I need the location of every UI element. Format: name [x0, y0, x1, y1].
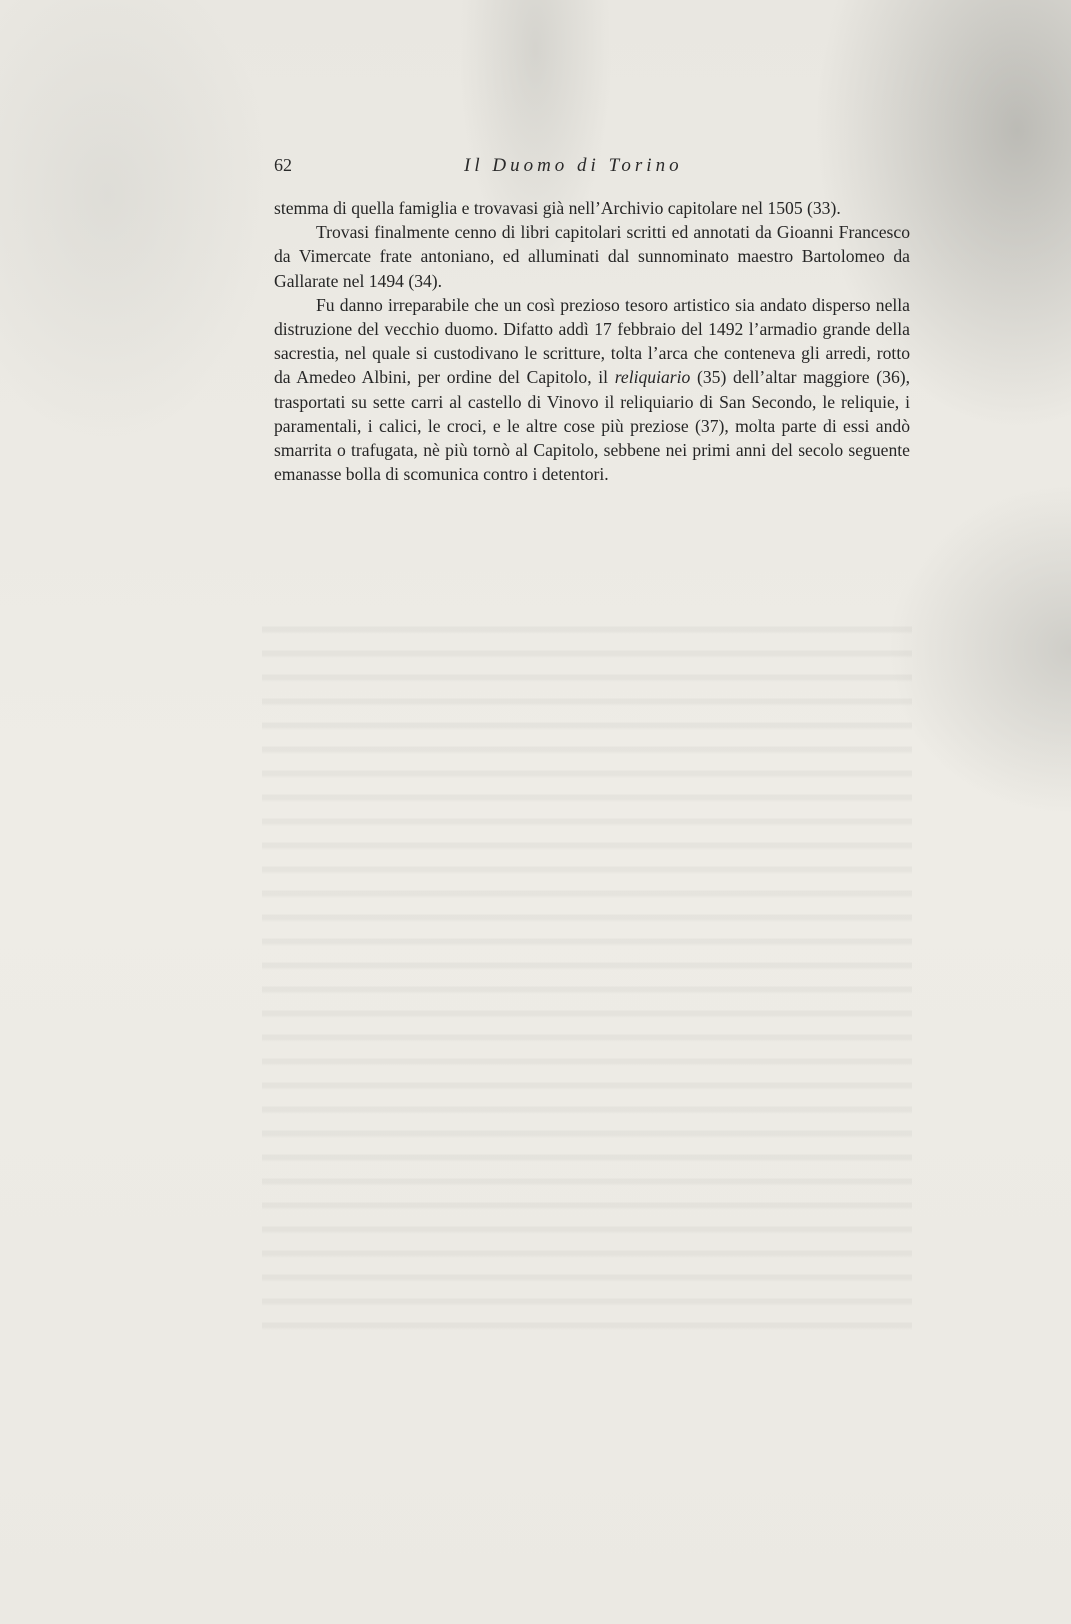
paragraph-3 [274, 293, 910, 487]
paragraph-1: stemma di quella famiglia e trovavasi già nell’Archivio capitolare nel 1505 (33). [274, 198, 841, 218]
bleed-through-text [262, 610, 912, 1330]
body-text [274, 196, 910, 486]
page-number: 62 [274, 155, 292, 175]
paragraph-3-part-2: (35) dell’altar maggiore (36), trasportati su sette carri al castello di Vinovo il reliquiario di San Secondo, le reliquie, i paramentali, i calici, le croci, e le altre cose più preziose (37), molta parte di essi andò smarrita o trafugata, nè più tornò al Capitolo, sebbene nei primi anni del secolo seguente emanasse bolla di scomunica contro i detentori. [274, 367, 910, 485]
running-title: Il Duomo di Torino [464, 155, 683, 176]
paragraph-3-part-1: Fu danno irreparabile che un così prezioso tesoro artistico sia andato disperso nella distruzione del vecchio duomo. Difatto addì 17 febbraio del 1492 l’armadio grande della sacrestia, nel quale si custodivano le scritture, tolta l’arca che conteneva gli arredi, rotto da Amedeo Albini, per ordine del Capitolo, il [274, 294, 910, 388]
paragraph-2: Trovasi finalmente cenno di libri capitolari scritti ed annotati da Gioanni Francesco da Vimercate frate antoniano, ed alluminati dal sunnominato maestro Bartolomeo da Gallarate nel 1494 (34). [274, 222, 910, 291]
page-header [274, 151, 914, 181]
paragraph-3-italic-term: reliquiario [614, 367, 691, 388]
